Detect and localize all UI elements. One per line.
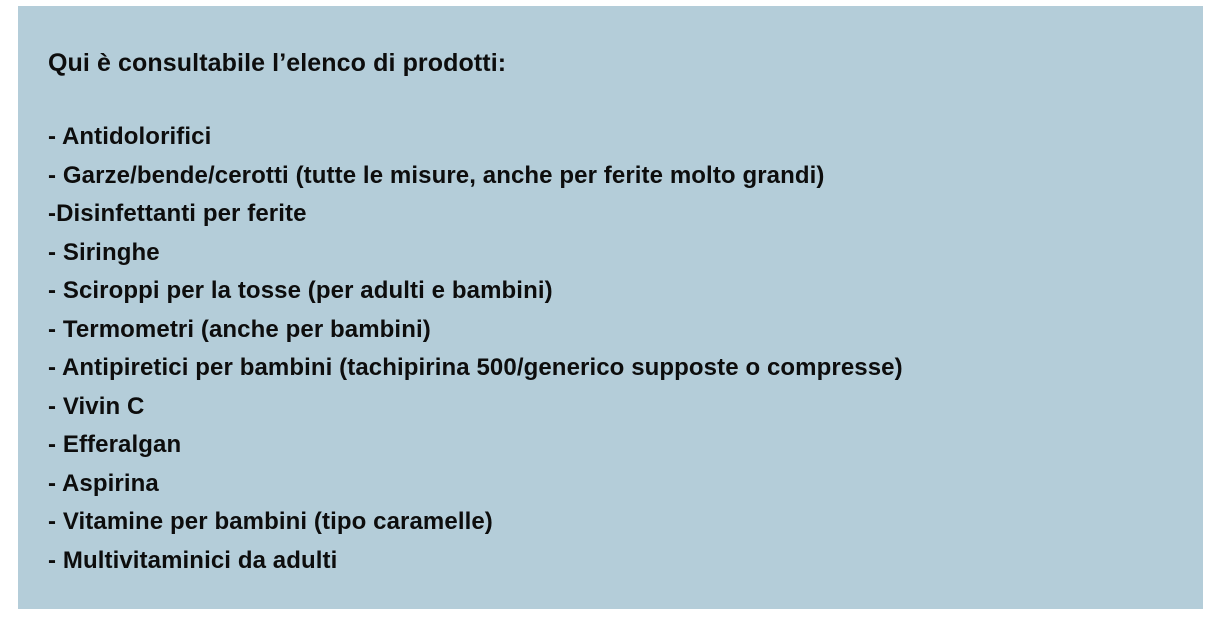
list-item: - Vitamine per bambini (tipo caramelle) <box>48 508 493 535</box>
list-item: - Siringhe <box>48 238 160 266</box>
list-item: - Antipiretici per bambini (tachipirina 500/generico supposte o compresse) <box>48 354 903 381</box>
list-item: - Aspirina <box>48 469 159 497</box>
list-item: - Multivitaminici da adulti <box>48 546 338 574</box>
list-item: - Garze/bende/cerotti (tutte le misure, anche per ferite molto grandi) <box>48 161 825 189</box>
list-item: - Termometri (anche per bambini) <box>48 315 431 343</box>
list-item: -Disinfettanti per ferite <box>48 200 307 227</box>
list-item: - Vivin C <box>48 392 145 420</box>
list-item: - Efferalgan <box>48 431 182 458</box>
slide-body <box>18 6 1203 609</box>
page-title: Qui è consultabile l’elenco di prodotti: <box>48 49 507 77</box>
heading-list-spacer <box>48 80 1203 118</box>
list-item: - Sciroppi per la tosse (per adulti e bambini) <box>48 277 553 304</box>
list-item: - Antidolorifici <box>48 123 212 150</box>
product-list <box>48 118 1203 580</box>
